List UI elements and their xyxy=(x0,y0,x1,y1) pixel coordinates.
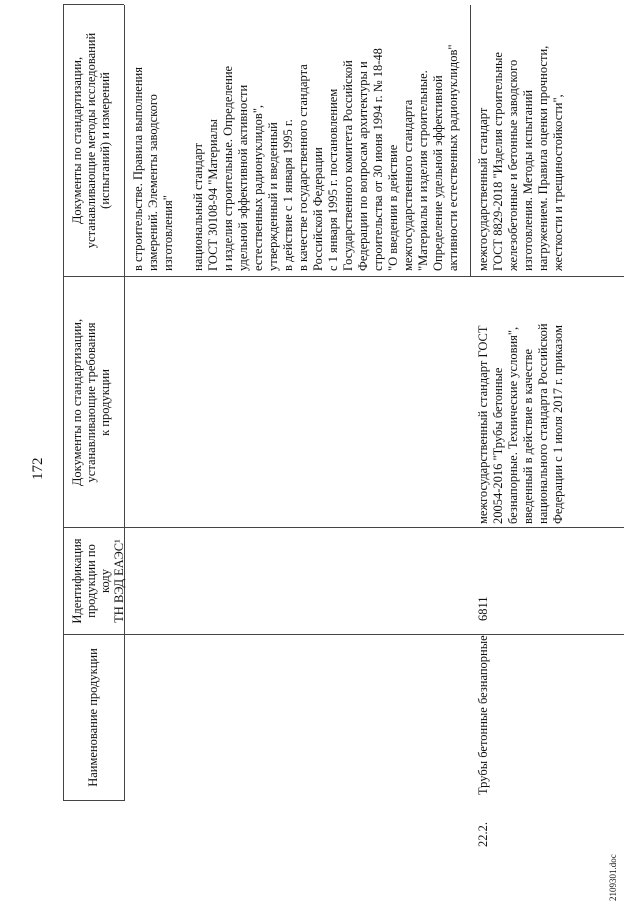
row-requirement-docs: межгосударственный стандарт ГОСТ 20054-2016 "Трубы бетонные безнапорные. Технические условия", введенный в действие в качестве национального стандарта Российской Федерации с 1 июля 2017 г. приказом xyxy=(476,323,565,524)
page-number: 172 xyxy=(30,457,46,480)
table-top-border xyxy=(63,5,64,801)
continuation-method-docs: в строительстве. Правила выполнения измерений. Элементы заводского изготовления" национальный стандарт ГОСТ 30108-94 "Материалы и изделия строительные. Определение удельной эффективной активности естественных радионуклидов", утвержденный и введенный в действие с 1 января 1995 г. в качестве государственного стандарта Российской Федерации с 1 января 1995 г. постановлением Государственного комитета Российской Федерации по вопросам архитектуры и строительства от 30 июня 1994 г. № 18-48 "О введении в действие межгосударственного стандарта "Материалы и изделия строительные. Определение удельной эффективной активности естественных радионуклидов" xyxy=(131,44,460,271)
header-requirement-docs: Документы по стандартизации, устанавливающие требования к продукции xyxy=(70,318,112,487)
row-number: 22.2. xyxy=(476,822,490,847)
header-method-docs: Документы по стандартизации, устанавливающие методы исследований (испытаний) и измерений xyxy=(70,32,112,249)
row-tnved-code: 6811 xyxy=(476,596,490,621)
header-tnved-code: Идентификация продукции по коду ТН ВЭД ЕАЭС¹ xyxy=(70,538,126,624)
header-product-name: Наименование продукции xyxy=(86,648,100,787)
column-divider-3 xyxy=(63,276,624,277)
row-product-name: Трубы бетонные безнапорные xyxy=(476,635,490,795)
table-left-border xyxy=(63,800,124,801)
table-header-bottom-border xyxy=(124,5,125,801)
row-method-docs: межгосударственный стандарт ГОСТ 8829-2018 "Изделия строительные железобетонные и бетонные заводского изготовления. Методы испытаний нагружением. Правила оценки прочности, жесткости и трещиностойкости", xyxy=(476,45,565,271)
column-divider-2 xyxy=(63,527,624,528)
table-right-border xyxy=(63,4,124,5)
document-code: 2109301.doc xyxy=(608,854,618,901)
column-divider-1 xyxy=(63,634,624,635)
row-divider xyxy=(470,5,471,277)
